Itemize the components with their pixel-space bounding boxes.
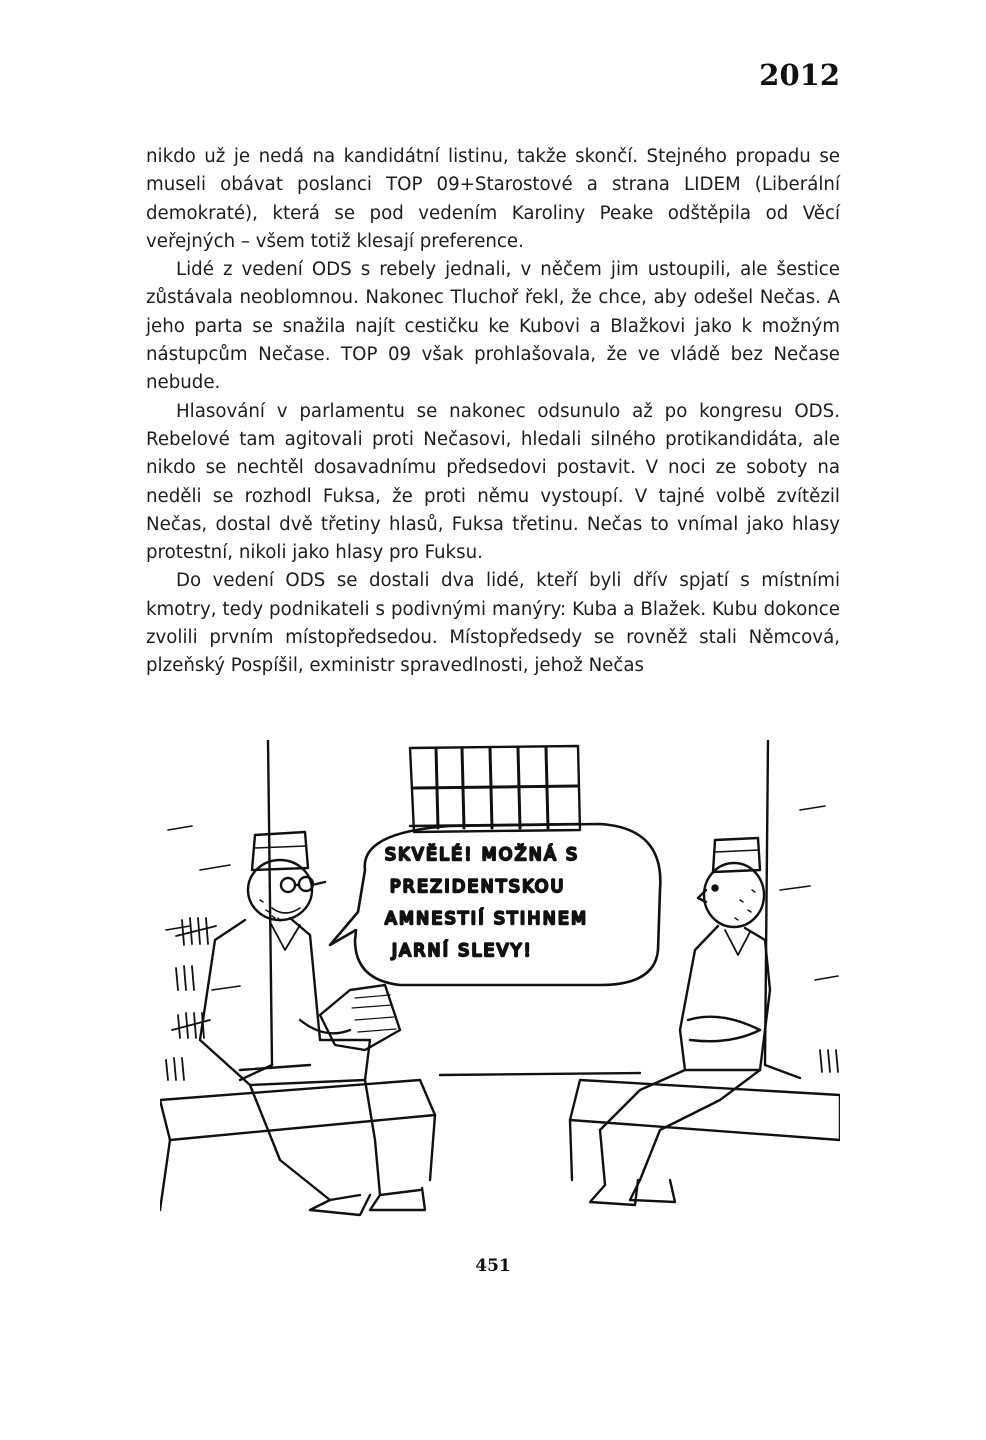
barred-window — [410, 746, 580, 832]
paragraph: Lidé z vedení ODS s rebely jednali, v něčem jim ustoupili, ale šestice zůstávala neoblomnou. Nakonec Tluchoř řekl, že chce, aby odešel Nečas. A jeho parta se snažila najít cestičku ke Kubovi a Blažkovi jako k možným nástupcům Nečase. TOP 09 však prohlašovala, že ve vládě bez Nečase nebude. — [146, 259, 840, 394]
page-number: 451 — [475, 1256, 511, 1276]
body-text — [146, 143, 840, 681]
paragraph: nikdo už je nedá na kandidátní listinu, takže skončí. Stejného propadu se museli obávat poslanci TOP 09+Starostové a strana LIDEM (Liberální demokraté), která se pod vedením Karoliny Peake odštěpila od Věcí veřejných – všem totiž klesají preference. — [146, 146, 840, 252]
prison-cell-cartoon — [160, 740, 840, 1270]
paragraph: Do vedení ODS se dostali dva lidé, kteří byli dřív spjatí s místními kmotry, tedy podnikateli s podivnými manýry: Kuba a Blažek. Kubu dokonce zvolili prvním místopředsedou. Místopředsedy se rovněž stali Němcová, plzeňský Pospíšil, exministr spravedlnosti, jehož Nečas — [146, 570, 840, 677]
speech-line: PREZIDENTSKOU — [390, 877, 566, 897]
speech-line: SKVĚLÉ! MOŽNÁ S — [385, 845, 580, 865]
left-bench — [160, 1080, 435, 1210]
paragraph: Hlasování v parlamentu se nakonec odsunulo až po kongresu ODS. Rebelové tam agitovali proti Nečasovi, hledali silného protikandidáta, ale nikdo se nechtěl dosavadnímu předsedovi postavit. V noci ze soboty na neděli se rozhodl Fuksa, že proti němu vystoupí. V tajné volbě zvítězil Nečas, dostal dvě třetiny hlasů, Fuksa třetinu. Nečas to vnímal jako hlasy protestní, nikoli jako hlasy pro Fuksu. — [146, 400, 840, 564]
right-prisoner — [590, 838, 770, 1205]
speech-line: AMNESTIÍ STIHNEM — [385, 909, 589, 929]
right-bench — [570, 1080, 840, 1180]
chapter-year: 2012 — [759, 58, 840, 92]
speech-line: JARNÍ SLEVY! — [392, 941, 534, 961]
